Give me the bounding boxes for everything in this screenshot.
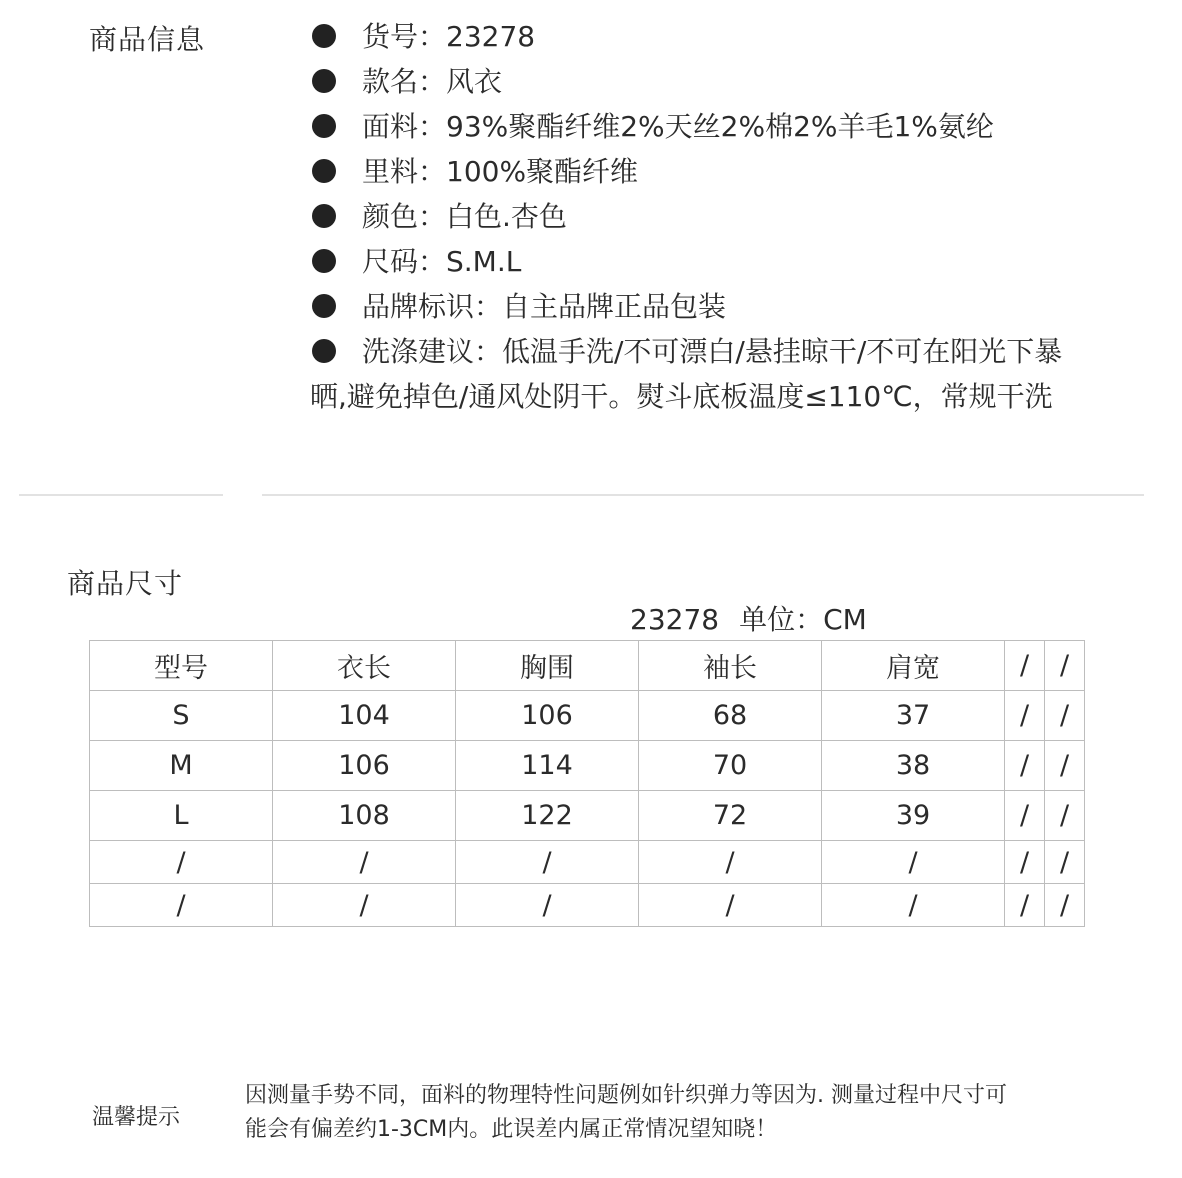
table-header-row bbox=[90, 641, 1085, 691]
table-header-cell: 型号 bbox=[90, 641, 273, 691]
table-row bbox=[90, 741, 1085, 791]
table-cell: / bbox=[1005, 791, 1045, 841]
table-cell: / bbox=[273, 884, 456, 927]
info-item-lining: 里料：100%聚酯纤维 bbox=[310, 149, 1140, 194]
table-cell: 114 bbox=[456, 741, 639, 791]
bullet-icon bbox=[312, 159, 336, 183]
table-cell: L bbox=[90, 791, 273, 841]
table-cell: 68 bbox=[639, 691, 822, 741]
info-item-brand: 品牌标识：自主品牌正品包装 bbox=[310, 284, 1140, 329]
table-header-cell: 袖长 bbox=[639, 641, 822, 691]
table-cell: M bbox=[90, 741, 273, 791]
tip-text bbox=[245, 1079, 1105, 1147]
bullet-icon bbox=[312, 69, 336, 93]
info-item-wash bbox=[310, 329, 1140, 374]
table-cell: / bbox=[1045, 741, 1085, 791]
bullet-icon bbox=[312, 249, 336, 273]
bullet-icon bbox=[312, 204, 336, 228]
info-item-fabric: 面料：93%聚酯纤维2%天丝2%棉2%羊毛1%氨纶 bbox=[310, 104, 1140, 149]
table-cell: S bbox=[90, 691, 273, 741]
bullet-icon bbox=[312, 294, 336, 318]
table-cell: / bbox=[1045, 691, 1085, 741]
bullet-icon bbox=[312, 339, 336, 363]
table-cell: / bbox=[1045, 841, 1085, 884]
divider-left bbox=[19, 494, 223, 496]
table-cell: 72 bbox=[639, 791, 822, 841]
table-cell: / bbox=[90, 841, 273, 884]
table-cell: 106 bbox=[273, 741, 456, 791]
table-cell: 39 bbox=[822, 791, 1005, 841]
table-cell: 38 bbox=[822, 741, 1005, 791]
table-cell: / bbox=[1005, 884, 1045, 927]
info-item-size: 尺码：S.M.L bbox=[310, 239, 1140, 284]
unit-line bbox=[630, 598, 867, 638]
table-header-cell: / bbox=[1045, 641, 1085, 691]
tip-label: 温馨提示 bbox=[92, 1105, 181, 1130]
product-info-title: 商品信息 bbox=[89, 23, 206, 56]
info-item-color: 颜色：白色.杏色 bbox=[310, 194, 1140, 239]
tip-line-2: 能会有偏差约1-3CM内。此误差内属正常情况望知晓！ bbox=[245, 1117, 778, 1142]
table-header-cell: 衣长 bbox=[273, 641, 456, 691]
table-row bbox=[90, 691, 1085, 741]
table-cell: / bbox=[639, 841, 822, 884]
table-row bbox=[90, 841, 1085, 884]
table-cell: / bbox=[1005, 691, 1045, 741]
table-cell: 108 bbox=[273, 791, 456, 841]
table-cell: 122 bbox=[456, 791, 639, 841]
tip-line-1: 因测量手势不同，面料的物理特性问题例如针织弹力等因为. 测量过程中尺寸可 bbox=[245, 1083, 1007, 1108]
table-cell: / bbox=[822, 841, 1005, 884]
info-item-style: 款名：风衣 bbox=[310, 59, 1140, 104]
table-cell: / bbox=[1005, 741, 1045, 791]
wash-line-1: 洗涤建议：低温手洗/不可漂白/悬挂晾干/不可在阳光下暴 bbox=[362, 335, 1063, 368]
table-cell: 106 bbox=[456, 691, 639, 741]
table-header-cell: 肩宽 bbox=[822, 641, 1005, 691]
table-cell: / bbox=[1045, 884, 1085, 927]
table-row bbox=[90, 791, 1085, 841]
size-table bbox=[89, 640, 1085, 927]
wash-line-2: 晒,避免掉色/通风处阴干。熨斗底板温度≤110℃，常规干洗 bbox=[310, 380, 1053, 413]
bullet-icon bbox=[312, 24, 336, 48]
table-cell: / bbox=[639, 884, 822, 927]
product-info-list bbox=[310, 14, 1140, 419]
table-cell: 70 bbox=[639, 741, 822, 791]
table-row bbox=[90, 884, 1085, 927]
style-code: 23278 bbox=[630, 603, 720, 636]
info-item-code: 货号：23278 bbox=[310, 14, 1140, 59]
table-cell: 37 bbox=[822, 691, 1005, 741]
table-cell: / bbox=[456, 841, 639, 884]
table-cell: / bbox=[90, 884, 273, 927]
table-header-cell: / bbox=[1005, 641, 1045, 691]
table-cell: / bbox=[273, 841, 456, 884]
divider-right bbox=[262, 494, 1144, 496]
table-cell: / bbox=[1045, 791, 1085, 841]
unit-label: 单位：CM bbox=[739, 603, 867, 636]
info-item-wash-cont bbox=[310, 374, 1140, 419]
table-cell: 104 bbox=[273, 691, 456, 741]
size-section-title: 商品尺寸 bbox=[67, 567, 184, 600]
table-header-cell: 胸围 bbox=[456, 641, 639, 691]
table-cell: / bbox=[822, 884, 1005, 927]
table-cell: / bbox=[1005, 841, 1045, 884]
table-cell: / bbox=[456, 884, 639, 927]
bullet-icon bbox=[312, 114, 336, 138]
